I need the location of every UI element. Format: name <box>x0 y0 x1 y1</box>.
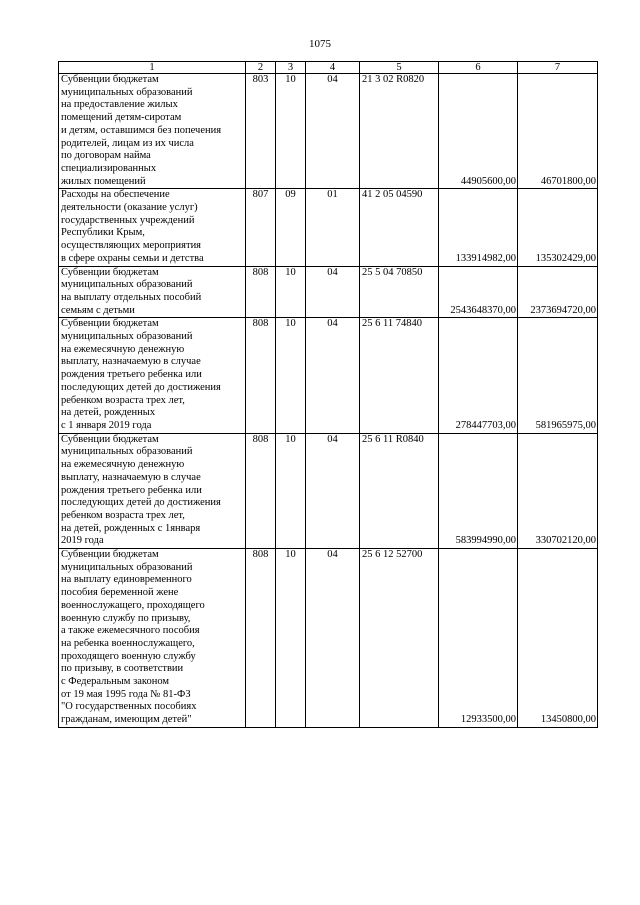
description-line: муниципальных образований <box>61 86 193 98</box>
section-code: 10 <box>276 266 306 318</box>
target-article-code: 25 6 11 74840 <box>360 318 439 433</box>
description-line: на детей, рожденных <box>61 407 156 419</box>
amount-column-7: 330702120,00 <box>518 433 598 548</box>
description-line: гражданам, имеющим детей" <box>61 714 192 726</box>
description-line: Субвенции бюджетам <box>61 74 159 85</box>
column-number-row <box>59 62 598 74</box>
amount-column-7: 13450800,00 <box>518 549 598 728</box>
table-row <box>59 433 598 548</box>
description-line: с 1 января 2019 года <box>61 419 152 431</box>
description-line: на ежемесячную денежную <box>61 343 185 355</box>
description-line: на ребенка военнослужащего, <box>61 637 195 649</box>
description-line: Субвенции бюджетам <box>61 433 159 445</box>
target-article-code: 25 6 11 R0840 <box>360 433 439 548</box>
table-row <box>59 549 598 728</box>
description-line: помещений детям-сиротам <box>61 112 182 124</box>
column-header: 1 <box>59 62 246 74</box>
column-header: 6 <box>439 62 518 74</box>
section-code: 09 <box>276 189 306 266</box>
description-line: последующих детей до достижения <box>61 497 221 509</box>
description-line: в сфере охраны семьи и детства <box>61 252 204 264</box>
amount-column-7: 46701800,00 <box>518 74 598 189</box>
description-line: государственных учреждений <box>61 214 195 226</box>
table-row <box>59 266 598 318</box>
description-line: Республики Крым, <box>61 227 145 239</box>
target-article-code: 21 3 02 R0820 <box>360 74 439 189</box>
description-line: военную службу по призыву, <box>61 612 191 624</box>
amount-column-6: 12933500,00 <box>439 549 518 728</box>
description-line: на предоставление жилых <box>61 99 178 111</box>
description-line: ребенком возраста трех лет, <box>61 509 185 521</box>
amount-column-6: 44905600,00 <box>439 74 518 189</box>
description-line: по договорам найма <box>61 150 151 162</box>
target-article-code: 41 2 05 04590 <box>360 189 439 266</box>
amount-column-6: 133914982,00 <box>439 189 518 266</box>
description-line: Расходы на обеспечение <box>61 189 170 201</box>
subsection-code: 04 <box>306 74 360 189</box>
description-line: жилых помещений <box>61 175 146 187</box>
description-line: родителей, лицам из их числа <box>61 137 194 149</box>
ministry-code: 808 <box>246 549 276 728</box>
target-article-code: 25 5 04 70850 <box>360 266 439 318</box>
ministry-code: 808 <box>246 318 276 433</box>
amount-column-7: 581965975,00 <box>518 318 598 433</box>
column-header: 7 <box>518 62 598 74</box>
amount-column-6: 2543648370,00 <box>439 266 518 318</box>
description-line: муниципальных образований <box>61 446 193 458</box>
ministry-code: 808 <box>246 266 276 318</box>
column-header: 2 <box>246 62 276 74</box>
description-line: от 19 мая 1995 года № 81-ФЗ <box>61 688 191 700</box>
table-body <box>59 74 598 728</box>
description-line: ребенком возраста трех лет, <box>61 394 185 406</box>
subsection-code: 04 <box>306 549 360 728</box>
expense-description <box>59 189 246 266</box>
description-line: муниципальных образований <box>61 561 193 573</box>
page-number: 1075 <box>309 38 331 50</box>
description-line: на выплату отдельных пособий <box>61 291 202 303</box>
description-line: специализированных <box>61 162 157 174</box>
description-line: рождения третьего ребенка или <box>61 369 202 381</box>
subsection-code: 04 <box>306 433 360 548</box>
description-line: с Федеральным законом <box>61 676 170 688</box>
subsection-code: 01 <box>306 189 360 266</box>
description-line: "О государственных пособиях <box>61 701 197 713</box>
column-header: 3 <box>276 62 306 74</box>
ministry-code: 803 <box>246 74 276 189</box>
description-line: муниципальных образований <box>61 279 193 291</box>
description-line: деятельности (оказание услуг) <box>61 202 198 214</box>
ministry-code: 807 <box>246 189 276 266</box>
description-line: муниципальных образований <box>61 331 193 343</box>
expense-description <box>59 433 246 548</box>
description-line: выплату, назначаемую в случае <box>61 471 201 483</box>
description-line: на выплату единовременного <box>61 574 192 586</box>
expense-description <box>59 74 246 189</box>
table-row <box>59 74 598 189</box>
ministry-code: 808 <box>246 433 276 548</box>
description-line: последующих детей до достижения <box>61 381 221 393</box>
description-line: по призыву, в соответствии <box>61 663 184 675</box>
amount-column-6: 278447703,00 <box>439 318 518 433</box>
subsection-code: 04 <box>306 318 360 433</box>
section-code: 10 <box>276 74 306 189</box>
expense-description <box>59 318 246 433</box>
description-line: на детей, рожденных с 1января <box>61 522 201 534</box>
description-line: проходящего военную службу <box>61 650 196 662</box>
expense-description <box>59 549 246 728</box>
section-code: 10 <box>276 433 306 548</box>
section-code: 10 <box>276 549 306 728</box>
description-line: а также ежемесячного пособия <box>61 625 200 637</box>
description-line: Субвенции бюджетам <box>61 549 159 561</box>
description-line: 2019 года <box>61 535 104 547</box>
column-header: 5 <box>360 62 439 74</box>
description-line: пособия беременной жене <box>61 587 179 599</box>
description-line: Субвенции бюджетам <box>61 318 159 330</box>
amount-column-7: 135302429,00 <box>518 189 598 266</box>
table-row <box>59 189 598 266</box>
description-line: на ежемесячную денежную <box>61 459 185 471</box>
section-code: 10 <box>276 318 306 433</box>
description-line: военнослужащего, проходящего <box>61 599 205 611</box>
expense-description <box>59 266 246 318</box>
column-header: 4 <box>306 62 360 74</box>
description-line: семьям с детьми <box>61 304 135 316</box>
target-article-code: 25 6 12 52700 <box>360 549 439 728</box>
budget-table <box>58 61 598 728</box>
description-line: и детям, оставшимся без попечения <box>61 124 222 136</box>
description-line: выплату, назначаемую в случае <box>61 356 201 368</box>
description-line: осуществляющих мероприятия <box>61 240 202 252</box>
amount-column-6: 583994990,00 <box>439 433 518 548</box>
subsection-code: 04 <box>306 266 360 318</box>
table-row <box>59 318 598 433</box>
description-line: Субвенции бюджетам <box>61 266 159 278</box>
description-line: рождения третьего ребенка или <box>61 484 202 496</box>
amount-column-7: 2373694720,00 <box>518 266 598 318</box>
